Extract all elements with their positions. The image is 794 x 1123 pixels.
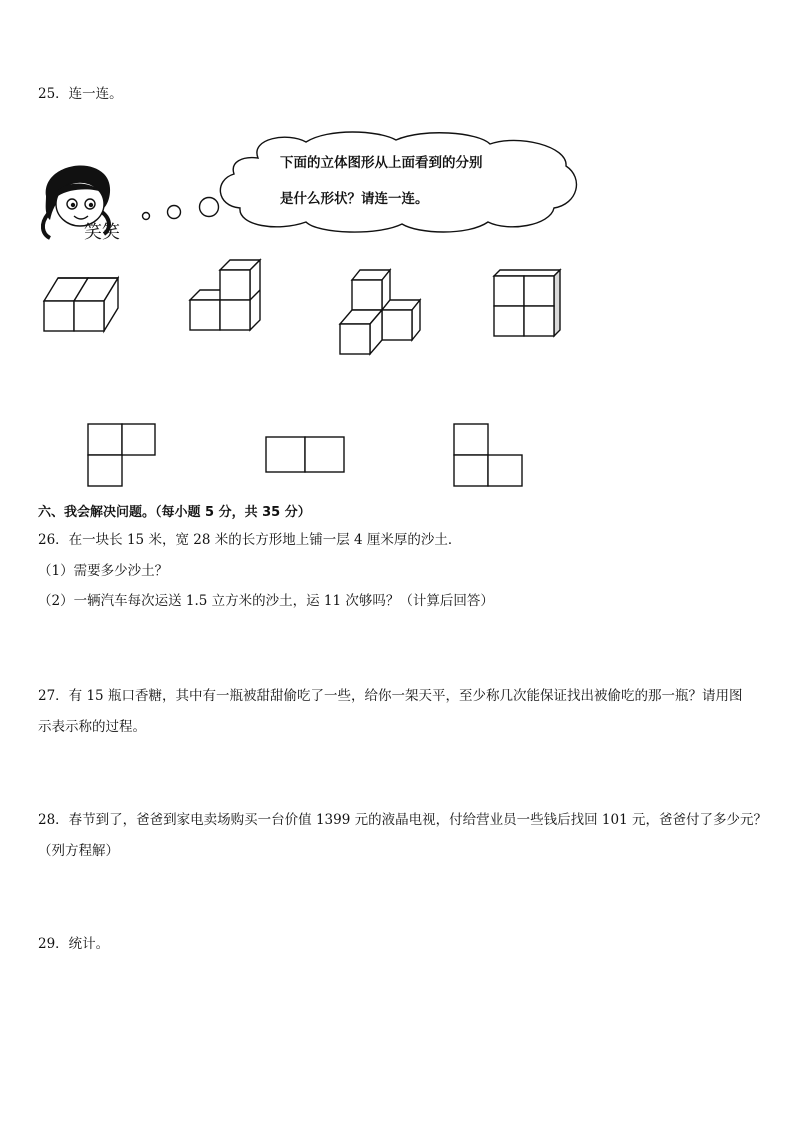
q27-line1: 27．有 15 瓶口香糖，其中有一瓶被甜甜偷吃了一些，给你一架天平，至少称几次能保证找出被偷吃的那一瓶？请用图 xyxy=(38,688,743,704)
q28-line1: 28．春节到了，爸爸到家电卖场购买一台价值 1399 元的液晶电视，付给营业员一些钱后找回 101 元，爸爸付了多少元？ xyxy=(38,812,767,828)
top-view-shape-3 xyxy=(452,422,526,488)
bubble-text-line1: 下面的立体图形从上面看到的分别 xyxy=(280,155,483,171)
character-name-label: 笑笑 xyxy=(84,222,120,243)
q25-title: 25．连一连。 xyxy=(38,86,123,102)
thought-bubble xyxy=(138,128,588,238)
q26-text: 26．在一块长 15 米，宽 28 米的长方形地上铺一层 4 厘米厚的沙土． xyxy=(38,532,462,548)
q26-sub2: （2）一辆汽车每次运送 1.5 立方米的沙土，运 11 次够吗？（计算后回答） xyxy=(38,593,494,609)
bubble-text-line2: 是什么形状？请连一连。 xyxy=(280,191,429,207)
top-view-shape-2 xyxy=(264,435,348,475)
solid-figure-3 xyxy=(336,266,431,356)
section-heading: 六、我会解决问题。（每小题 5 分，共 35 分） xyxy=(38,505,311,520)
top-view-shape-1 xyxy=(86,422,158,488)
q28-line2: （列方程解） xyxy=(38,843,119,859)
q26-sub1: （1）需要多少沙土？ xyxy=(38,563,169,579)
q29-text: 29．统计。 xyxy=(38,936,110,952)
solid-figure-1 xyxy=(40,270,130,335)
q27-line2: 示表示称的过程。 xyxy=(38,719,146,735)
solid-figure-4 xyxy=(490,266,570,340)
solid-figure-2 xyxy=(186,256,266,336)
